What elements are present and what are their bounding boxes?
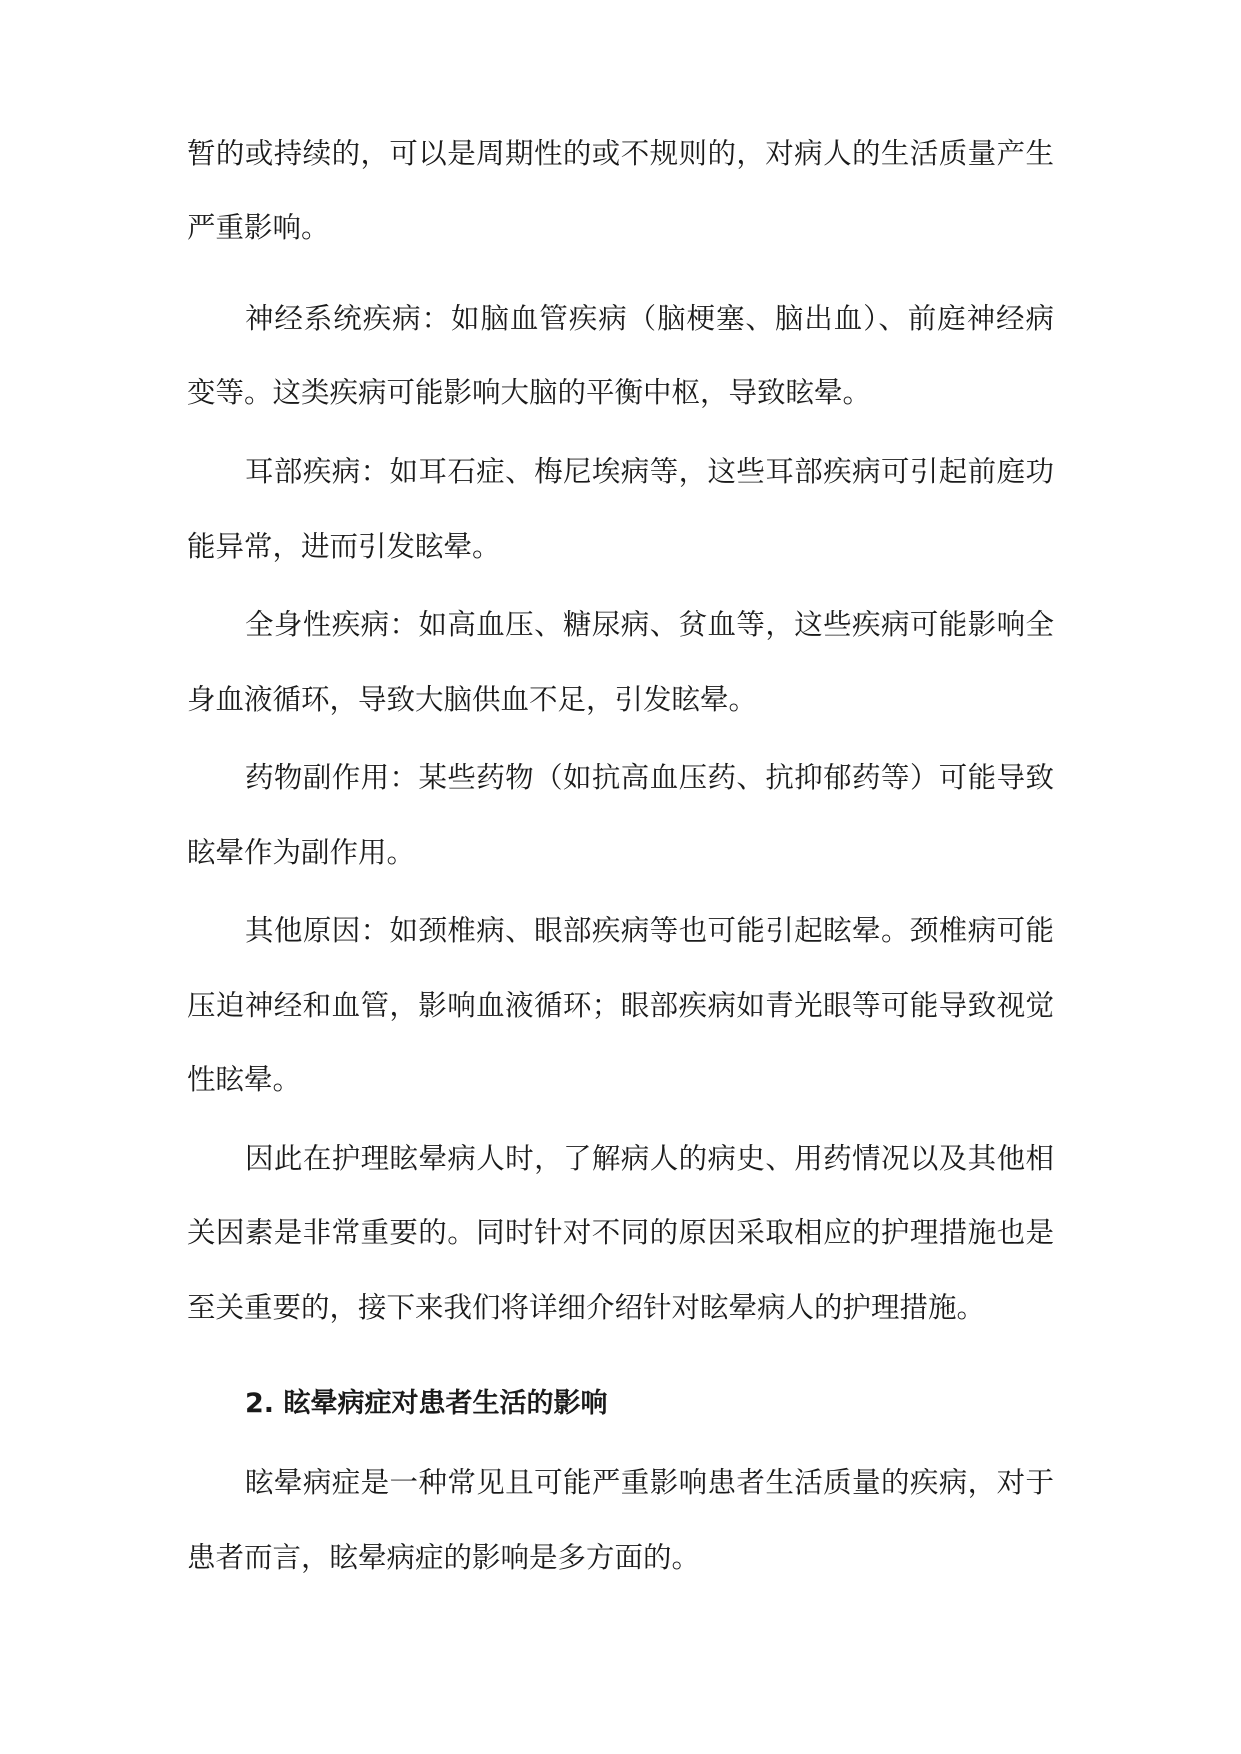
paragraph-line: 眩晕作为副作用。 xyxy=(187,836,416,869)
section-heading: 2. 眩晕病症对患者生活的影响 xyxy=(245,1388,608,1419)
paragraph-line: 变等。这类疾病可能影响大脑的平衡中枢，导致眩晕。 xyxy=(187,376,872,409)
paragraph-line: 能异常，进而引发眩晕。 xyxy=(187,530,501,563)
paragraph-line: 全身性疾病：如高血压、糖尿病、贫血等，这些疾病可能影响全 xyxy=(245,608,1054,641)
paragraph-line: 关因素是非常重要的。同时针对不同的原因采取相应的护理措施也是 xyxy=(187,1216,1054,1249)
paragraph-line: 性眩晕。 xyxy=(187,1063,302,1096)
paragraph-line: 至关重要的，接下来我们将详细介绍针对眩晕病人的护理措施。 xyxy=(187,1291,986,1324)
paragraph-line: 其他原因：如颈椎病、眼部疾病等也可能引起眩晕。颈椎病可能 xyxy=(245,914,1054,947)
paragraph-line: 耳部疾病：如耳石症、梅尼埃病等，这些耳部疾病可引起前庭功 xyxy=(245,455,1054,488)
paragraph-line: 因此在护理眩晕病人时，了解病人的病史、用药情况以及其他相 xyxy=(245,1142,1054,1175)
paragraph-line: 严重影响。 xyxy=(187,211,330,244)
paragraph-line: 患者而言，眩晕病症的影响是多方面的。 xyxy=(187,1541,701,1574)
paragraph-line: 药物副作用：某些药物（如抗高血压药、抗抑郁药等）可能导致 xyxy=(245,761,1054,794)
paragraph-line: 身血液循环，导致大脑供血不足，引发眩晕。 xyxy=(187,683,758,716)
paragraph-line: 压迫神经和血管，影响血液循环；眼部疾病如青光眼等可能导致视觉 xyxy=(187,989,1054,1022)
paragraph-line: 神经系统疾病：如脑血管疾病（脑梗塞、脑出血）、前庭神经病 xyxy=(245,302,1054,335)
paragraph-line: 暂的或持续的，可以是周期性的或不规则的，对病人的生活质量产生 xyxy=(187,137,1054,170)
paragraph-line: 眩晕病症是一种常见且可能严重影响患者生活质量的疾病，对于 xyxy=(245,1466,1054,1499)
